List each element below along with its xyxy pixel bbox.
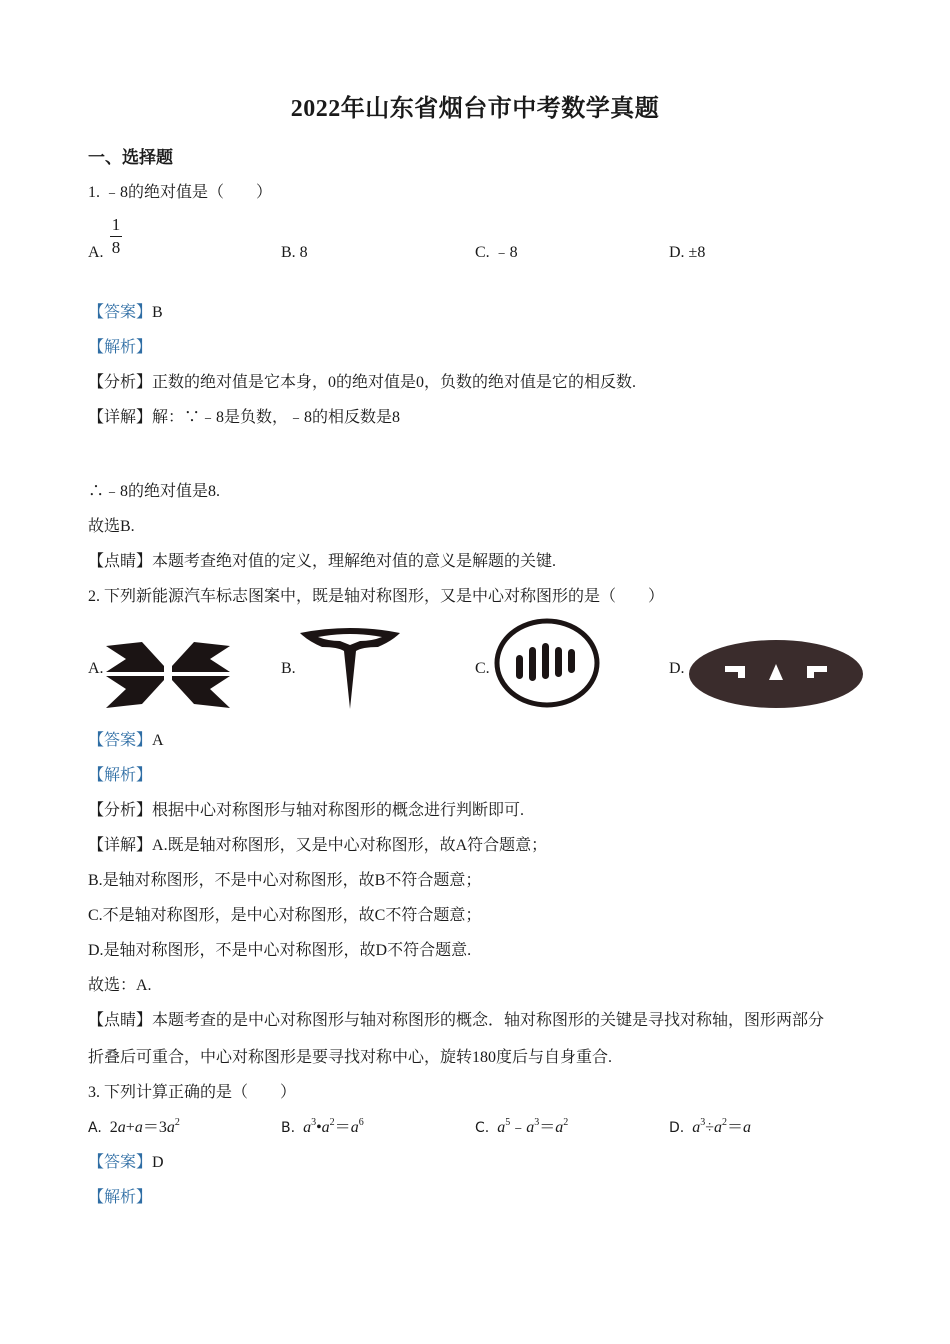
q1-stem: 1. ﹣8的绝对值是（ ） [88, 184, 273, 201]
xiangjie-text: 解：∵﹣8是负数，﹣8的相反数是8 [152, 409, 401, 426]
q3-option-c [475, 1118, 568, 1138]
dianjing-tag: 【点睛】 [88, 553, 153, 570]
q3-jiexi-tag: 【解析】 [88, 1189, 153, 1206]
xiangjie-text: A.既是轴对称图形，又是中心对称图形，故A符合题意； [152, 837, 548, 854]
q2-option-d-label: D. [669, 660, 685, 677]
xiangjie-tag: 【详解】 [88, 837, 153, 854]
dianjing-text: 本题考查绝对值的定义，理解绝对值的意义是解题的关键. [152, 553, 557, 570]
q2-xiangjie [88, 836, 547, 856]
xpeng-logo-icon [104, 640, 232, 710]
fraction-bar [110, 236, 122, 237]
q1-fenxi [88, 373, 636, 393]
xiangjie-tag: 【详解】 [88, 409, 153, 426]
q2-stem: 2. 下列新能源汽车标志图案中，既是轴对称图形，又是中心对称图形的是（ ） [88, 588, 665, 605]
q2-fenxi [88, 801, 524, 821]
q2-choose: 故选：A. [88, 977, 152, 994]
option-label: C. [475, 1120, 490, 1136]
option-formula: $a^3•a^2=a^6$ [303, 1117, 364, 1136]
q2-line-c: C.不是轴对称图形，是中心对称图形，故C不符合题意； [88, 907, 482, 924]
q1-dianjing [88, 552, 556, 572]
answer-tag: 【答案】 [88, 1154, 153, 1171]
dianjing-tag: 【点睛】 [88, 1012, 153, 1029]
tesla-logo-icon [298, 627, 402, 711]
option-label: D. [669, 1120, 685, 1136]
dianjing-text: 本题考查的是中心对称图形与轴对称图形的概念．轴对称图形的关键是寻找对称轴，图形两部分 [152, 1012, 825, 1029]
fenxi-text: 正数的绝对值是它本身，0的绝对值是0，负数的绝对值是它的相反数. [152, 374, 637, 391]
q2-jiexi-tag: 【解析】 [88, 767, 153, 784]
answer-value: B [152, 304, 163, 321]
q1-xiangjie [88, 408, 400, 428]
fraction-numerator: 1 [111, 215, 121, 234]
q3-answer [88, 1153, 164, 1173]
answer-tag: 【答案】 [88, 304, 153, 321]
oval-emblem-logo-icon [687, 638, 865, 710]
q1-jiexi-tag: 【解析】 [88, 339, 153, 356]
section-heading: 一、选择题 [88, 148, 173, 167]
q3-option-a [88, 1118, 180, 1138]
option-formula: $a^3\div a^2=a$ [692, 1117, 752, 1136]
q2-dianjing-continued: 折叠后可重合，中心对称图形是要寻找对称中心，旋转180度后与自身重合. [88, 1049, 613, 1066]
q1-answer [88, 303, 163, 323]
q2-answer [88, 731, 164, 751]
q3-option-b [281, 1118, 364, 1138]
q3-stem: 3. 下列计算正确的是（ ） [88, 1084, 297, 1101]
option-label: B. [281, 1120, 296, 1136]
q3-option-d [669, 1118, 751, 1138]
q2-option-b-label: B. [281, 660, 296, 677]
q2-option-a-label: A. [88, 660, 104, 677]
q1-line2: ∴﹣8的绝对值是8. [88, 483, 221, 500]
q1-option-a-label: A. [88, 244, 104, 261]
q2-line-d: D.是轴对称图形，不是中心对称图形，故D不符合题意. [88, 942, 472, 959]
answer-value: A [152, 732, 164, 749]
answer-tag: 【答案】 [88, 732, 153, 749]
page-title: 2022年山东省烟台市中考数学真题 [290, 96, 660, 122]
q1-option-a-fraction [110, 216, 122, 257]
answer-value: D [152, 1154, 164, 1171]
fraction-denominator: 8 [111, 238, 121, 257]
q1-option-c: C. ﹣8 [475, 244, 518, 261]
q1-option-d: D. ±8 [669, 244, 706, 261]
q2-option-c-label: C. [475, 660, 490, 677]
fenxi-tag: 【分析】 [88, 802, 153, 819]
q1-option-b: B. 8 [281, 244, 308, 261]
q2-line-b: B.是轴对称图形，不是中心对称图形，故B不符合题意； [88, 872, 482, 889]
option-formula: $a^5﹣a^3=a^2$ [497, 1117, 569, 1136]
fenxi-text: 根据中心对称图形与轴对称图形的概念进行判断即可. [152, 802, 525, 819]
q2-dianjing [88, 1011, 824, 1031]
q1-line3: 故选B. [88, 518, 135, 535]
fenxi-tag: 【分析】 [88, 374, 153, 391]
option-formula: $2a+a=3a^2$ [109, 1117, 180, 1136]
option-label: A. [88, 1120, 102, 1136]
circle-bars-logo-icon [493, 617, 601, 709]
